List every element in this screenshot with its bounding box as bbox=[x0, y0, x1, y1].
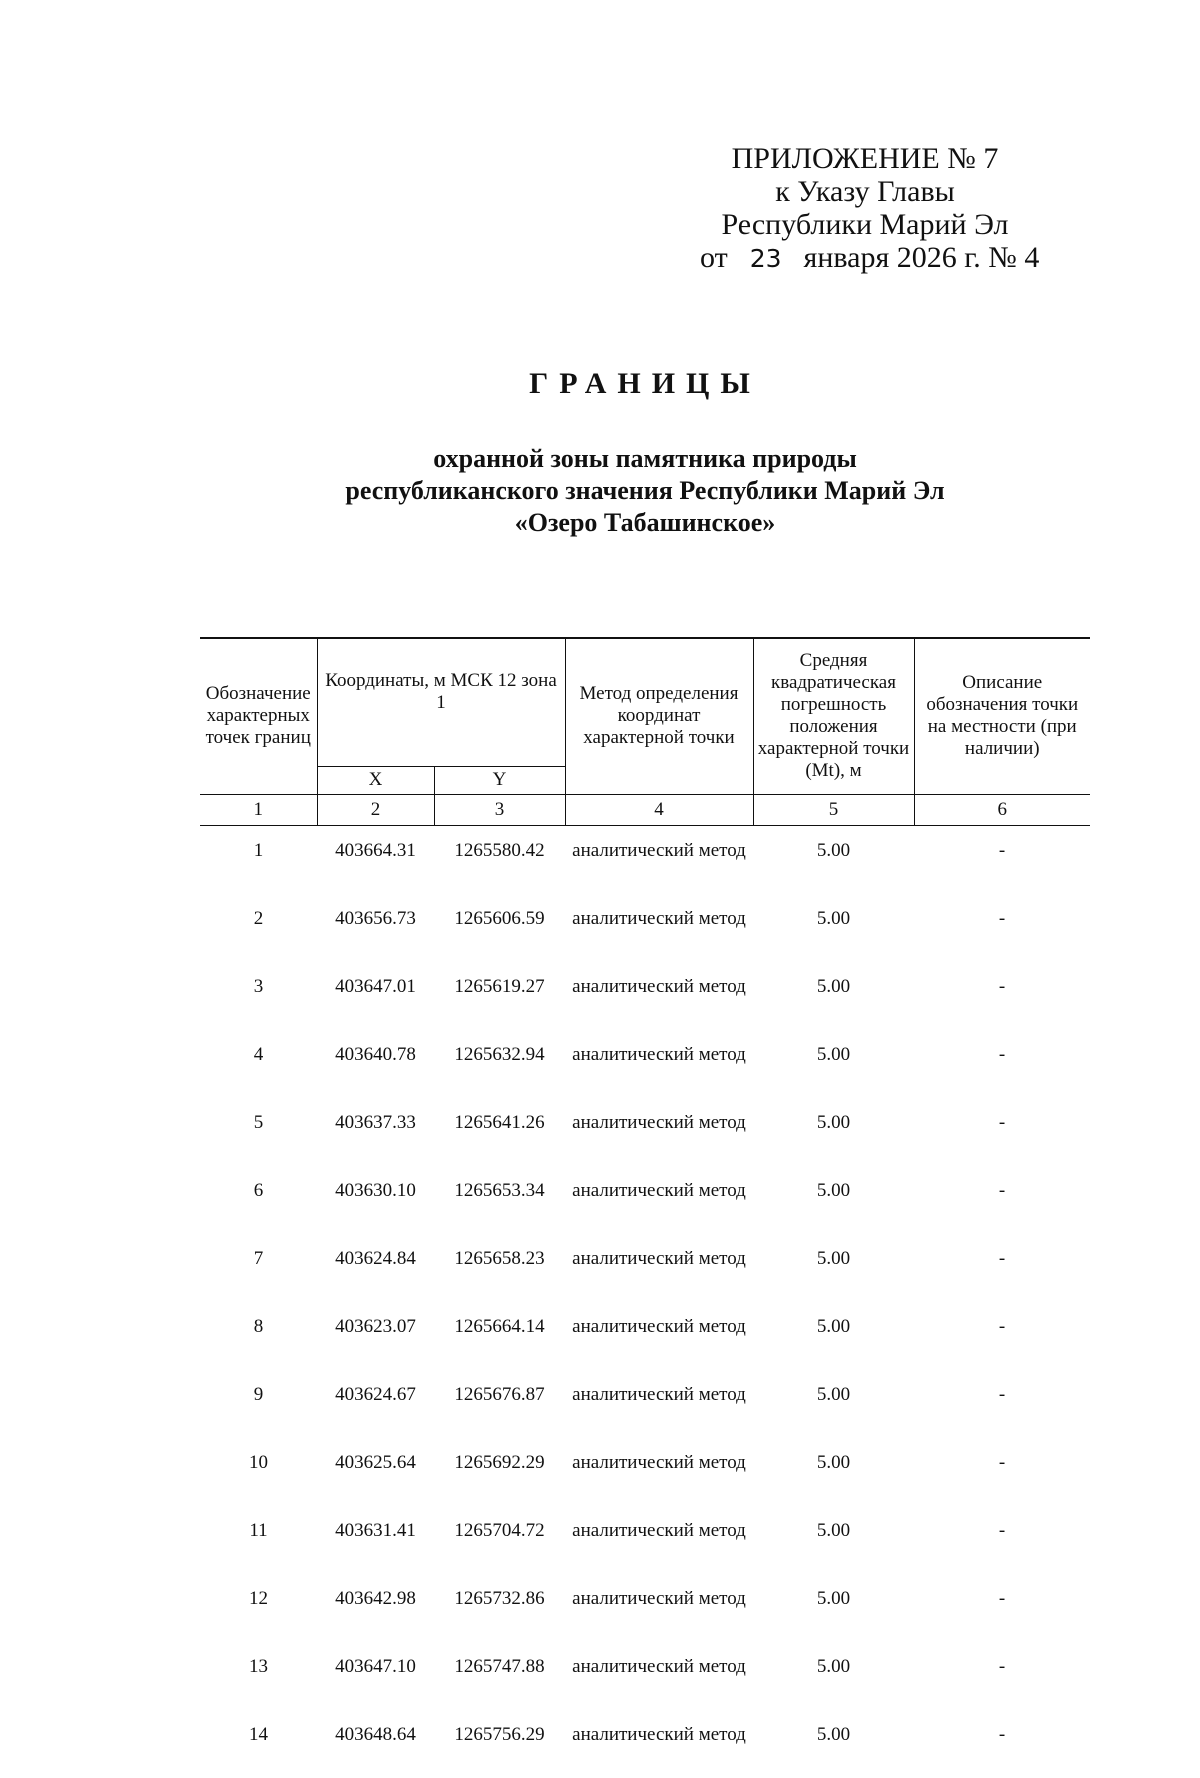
appendix-block bbox=[700, 142, 1040, 275]
cell-coord-y: 1265619.27 bbox=[454, 975, 545, 997]
header-point-designation: Обозначение характерных точек границ bbox=[200, 638, 317, 794]
appendix-date bbox=[700, 241, 1040, 275]
cell-mean-error: 5.00 bbox=[816, 1111, 851, 1133]
cell-point-id: 7 bbox=[253, 1247, 264, 1269]
document-title: ГРАНИЦЫ bbox=[529, 367, 761, 400]
cell-mean-error: 5.00 bbox=[816, 1451, 851, 1473]
cell-description: - bbox=[998, 1723, 1006, 1745]
cell-description: - bbox=[998, 1655, 1006, 1677]
cell-coord-y: 1265632.94 bbox=[454, 1043, 545, 1065]
table-row bbox=[200, 825, 1090, 894]
cell-coord-y: 1265653.34 bbox=[454, 1179, 545, 1201]
table-row bbox=[200, 1234, 1090, 1302]
cell-mean-error: 5.00 bbox=[816, 1247, 851, 1269]
cell-description: - bbox=[998, 839, 1006, 861]
cell-coord-y: 1265641.26 bbox=[454, 1111, 545, 1133]
column-number: 6 bbox=[914, 794, 1090, 825]
cell-point-id: 11 bbox=[249, 1519, 268, 1541]
cell-method: аналитический метод bbox=[572, 1043, 746, 1065]
cell-coord-y: 1265664.14 bbox=[454, 1315, 545, 1337]
cell-method: аналитический метод bbox=[572, 1111, 746, 1133]
table-row bbox=[200, 1710, 1090, 1778]
cell-method: аналитический метод bbox=[572, 1179, 746, 1201]
subtitle-line-3: «Озеро Табашинское» bbox=[514, 508, 776, 537]
header-description: Описание обозначения точки на местности (при наличии) bbox=[926, 672, 1079, 760]
cell-description: - bbox=[998, 1519, 1006, 1541]
cell-description: - bbox=[998, 1383, 1006, 1405]
table-body bbox=[200, 825, 1090, 1778]
cell-point-id: 5 bbox=[253, 1111, 264, 1133]
cell-point-id: 9 bbox=[253, 1383, 264, 1405]
cell-coord-x: 403625.64 bbox=[335, 1451, 416, 1473]
cell-description: - bbox=[998, 1111, 1006, 1133]
cell-description: - bbox=[998, 1451, 1006, 1473]
boundary-points-table bbox=[200, 637, 1090, 1778]
cell-method: аналитический метод bbox=[572, 1655, 746, 1677]
cell-coord-x: 403664.31 bbox=[335, 839, 416, 861]
cell-coord-x: 403630.10 bbox=[335, 1179, 416, 1201]
cell-method: аналитический метод bbox=[572, 1247, 746, 1269]
cell-description: - bbox=[998, 1247, 1006, 1269]
cell-mean-error: 5.00 bbox=[816, 1383, 851, 1405]
cell-method: аналитический метод bbox=[572, 1723, 746, 1745]
appendix-number: ПРИЛОЖЕНИЕ № 7 bbox=[731, 142, 999, 175]
cell-point-id: 6 bbox=[253, 1179, 264, 1201]
cell-description: - bbox=[998, 1587, 1006, 1609]
cell-coord-x: 403624.67 bbox=[335, 1383, 416, 1405]
cell-mean-error: 5.00 bbox=[816, 1043, 851, 1065]
table-row bbox=[200, 1030, 1090, 1098]
table-row bbox=[200, 1438, 1090, 1506]
column-number: 3 bbox=[434, 794, 565, 825]
appendix-issuer: Республики Марий Эл bbox=[721, 208, 1009, 241]
cell-coord-x: 403642.98 bbox=[335, 1587, 416, 1609]
date-suffix: января 2026 г. № 4 bbox=[803, 241, 1040, 274]
cell-mean-error: 5.00 bbox=[816, 1179, 851, 1201]
header-y: Y bbox=[434, 766, 565, 794]
cell-mean-error: 5.00 bbox=[816, 839, 851, 861]
cell-mean-error: 5.00 bbox=[816, 1655, 851, 1677]
appendix-reference: к Указу Главы bbox=[775, 175, 955, 208]
table-row bbox=[200, 1302, 1090, 1370]
cell-method: аналитический метод bbox=[572, 839, 746, 861]
cell-method: аналитический метод bbox=[572, 907, 746, 929]
document-subtitle bbox=[300, 443, 990, 539]
table-row bbox=[200, 1642, 1090, 1710]
cell-description: - bbox=[998, 1043, 1006, 1065]
header-coordinates: Координаты, м МСК 12 зона 1 bbox=[317, 638, 565, 766]
table-row bbox=[200, 1098, 1090, 1166]
cell-point-id: 1 bbox=[253, 839, 264, 861]
cell-method: аналитический метод bbox=[572, 1383, 746, 1405]
table-row bbox=[200, 1574, 1090, 1642]
cell-mean-error: 5.00 bbox=[816, 907, 851, 929]
cell-coord-x: 403647.10 bbox=[335, 1655, 416, 1677]
column-number: 1 bbox=[200, 794, 317, 825]
cell-mean-error: 5.00 bbox=[816, 1315, 851, 1337]
cell-mean-error: 5.00 bbox=[816, 1723, 851, 1745]
cell-coord-y: 1265658.23 bbox=[454, 1247, 545, 1269]
cell-coord-x: 403637.33 bbox=[335, 1111, 416, 1133]
subtitle-line-1: охранной зоны памятника природы bbox=[433, 444, 857, 473]
cell-method: аналитический метод bbox=[572, 1315, 746, 1337]
cell-description: - bbox=[998, 1315, 1006, 1337]
cell-mean-error: 5.00 bbox=[816, 1587, 851, 1609]
cell-coord-x: 403656.73 bbox=[335, 907, 416, 929]
cell-description: - bbox=[998, 907, 1006, 929]
cell-point-id: 8 bbox=[253, 1315, 264, 1337]
column-number: 5 bbox=[753, 794, 914, 825]
cell-point-id: 4 bbox=[253, 1043, 264, 1065]
cell-point-id: 13 bbox=[249, 1655, 268, 1677]
subtitle-line-2: республиканского значения Республики Марий Эл bbox=[345, 476, 945, 505]
cell-coord-y: 1265704.72 bbox=[454, 1519, 545, 1541]
cell-coord-x: 403648.64 bbox=[335, 1723, 416, 1745]
column-number: 4 bbox=[565, 794, 753, 825]
table-row bbox=[200, 894, 1090, 962]
date-day: 23 bbox=[749, 244, 782, 273]
cell-method: аналитический метод bbox=[572, 975, 746, 997]
header-method: Метод определения координат характерной точки bbox=[565, 638, 753, 794]
date-prefix: от bbox=[700, 241, 728, 274]
table-row bbox=[200, 1166, 1090, 1234]
cell-coord-x: 403647.01 bbox=[335, 975, 416, 997]
cell-point-id: 3 bbox=[253, 975, 264, 997]
cell-coord-y: 1265606.59 bbox=[454, 907, 545, 929]
cell-coord-y: 1265692.29 bbox=[454, 1451, 545, 1473]
cell-method: аналитический метод bbox=[572, 1519, 746, 1541]
header-x: X bbox=[317, 766, 434, 794]
cell-point-id: 2 bbox=[253, 907, 264, 929]
column-number-row bbox=[200, 794, 1090, 825]
cell-coord-y: 1265732.86 bbox=[454, 1587, 545, 1609]
cell-coord-y: 1265580.42 bbox=[454, 839, 545, 861]
cell-mean-error: 5.00 bbox=[816, 975, 851, 997]
cell-coord-y: 1265747.88 bbox=[454, 1655, 545, 1677]
cell-coord-x: 403624.84 bbox=[335, 1247, 416, 1269]
cell-mean-error: 5.00 bbox=[816, 1519, 851, 1541]
cell-coord-y: 1265756.29 bbox=[454, 1723, 545, 1745]
cell-method: аналитический метод bbox=[572, 1587, 746, 1609]
cell-coord-x: 403631.41 bbox=[335, 1519, 416, 1541]
table-row bbox=[200, 1370, 1090, 1438]
header-mean-error: Средняя квадратическая погрешность положения характерной точки (Mt), м bbox=[753, 638, 914, 794]
cell-method: аналитический метод bbox=[572, 1451, 746, 1473]
cell-coord-y: 1265676.87 bbox=[454, 1383, 545, 1405]
cell-point-id: 10 bbox=[249, 1451, 268, 1473]
column-number: 2 bbox=[317, 794, 434, 825]
table-row bbox=[200, 962, 1090, 1030]
cell-description: - bbox=[998, 975, 1006, 997]
cell-coord-x: 403640.78 bbox=[335, 1043, 416, 1065]
cell-description: - bbox=[998, 1179, 1006, 1201]
cell-point-id: 14 bbox=[249, 1723, 268, 1745]
cell-point-id: 12 bbox=[249, 1587, 268, 1609]
table-row bbox=[200, 1506, 1090, 1574]
cell-coord-x: 403623.07 bbox=[335, 1315, 416, 1337]
